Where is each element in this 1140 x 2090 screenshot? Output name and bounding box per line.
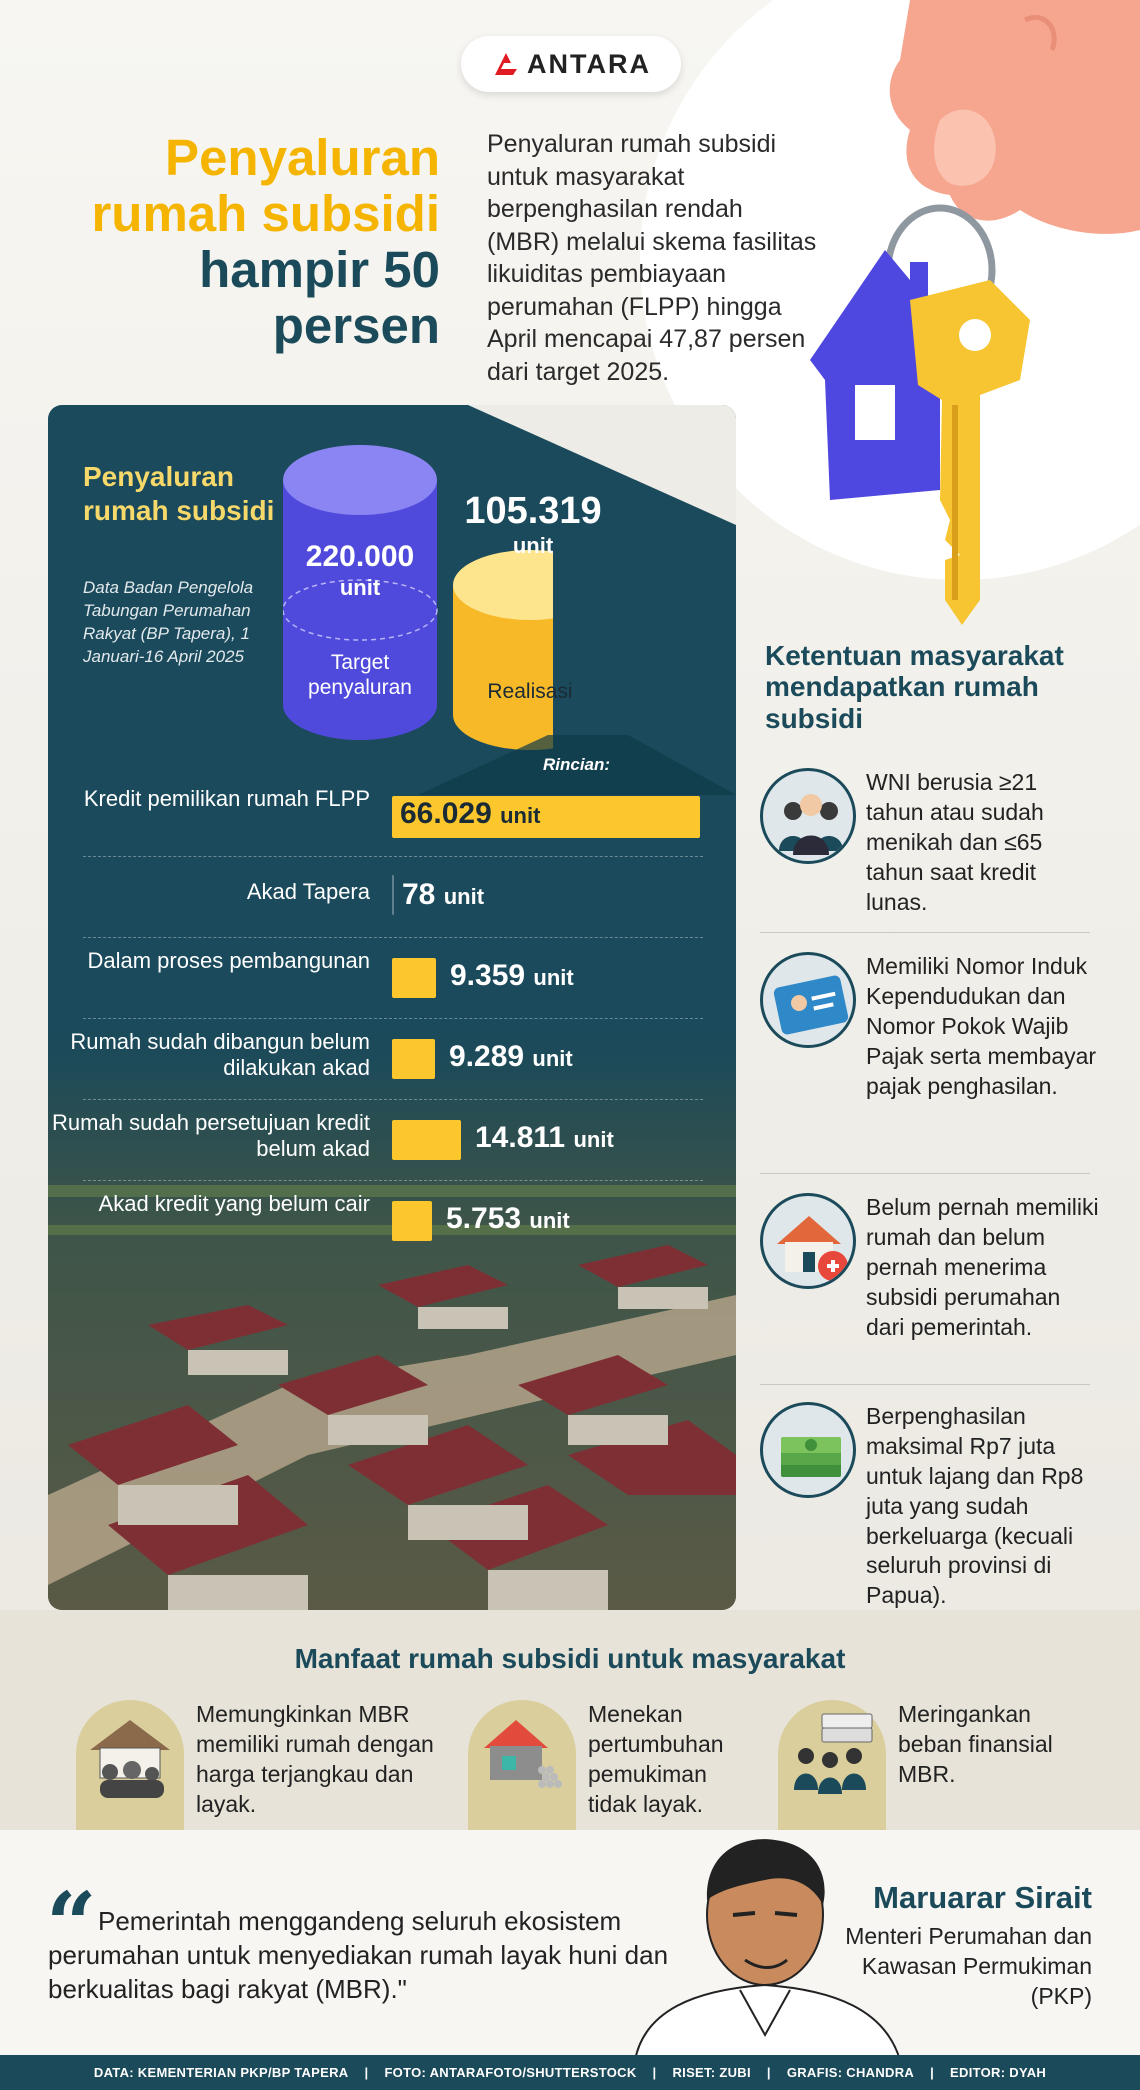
breakdown-number: 9.289 [449,1040,525,1073]
panel-title: Penyaluran rumah subsidi [83,461,275,526]
target-value: 220.000 [305,540,415,573]
breakdown-divider [83,1099,703,1100]
people-money-icon [782,1710,882,1800]
brand-name: ANTARA [527,48,651,79]
breakdown-bar [392,1201,432,1241]
speaker-role: Menteri Perumahan dan Kawasan Permukiman (PKP) [845,1923,1092,2009]
breakdown-bar [392,1120,461,1160]
antara-logo [461,36,681,92]
title-line-1: Penyaluran [165,129,440,186]
breakdown-number: 9.359 [450,959,526,992]
benefit-text: Menekan pertumbuhan pemukiman tidak layak. [588,1701,724,1817]
hand-key-illustration [790,0,1140,630]
requirement-text: Belum pernah memiliki rumah dan belum pernah menerima subsidi perumahan dari pemerintah. [866,1194,1099,1340]
benefit-text: Meringankan beban finansial MBR. [898,1701,1053,1787]
divider [760,932,1090,933]
breakdown-value [402,878,484,912]
money-stack-icon [760,1402,856,1498]
requirement-text: Memiliki Nomor Induk Kependudukan dan Nomor Pokok Wajib Pajak serta membayar pajak penghasilan. [866,953,1097,1099]
credit-graphics: GRAFIS: CHANDRA [786,2065,915,2080]
realization-value: 105.319 [464,490,602,532]
breakdown-divider [83,856,703,857]
credit-photo: FOTO: ANTARAFOTO/SHUTTERSTOCK [384,2065,637,2080]
breakdown-value [400,797,540,831]
realization-label: Realisasi [487,680,573,703]
benefit-text: Memungkinkan MBR memiliki rumah dengan harga terjangkau dan layak. [196,1701,434,1817]
credit-separator: | [930,2065,935,2080]
breakdown-bar [392,1039,435,1079]
house-cross-icon [760,1193,856,1289]
house-bricks-icon [472,1710,572,1800]
breakdown-divider [83,937,703,938]
breakdown-unit: unit [532,1046,573,1071]
breakdown-label: Akad Tapera [246,879,370,904]
breakdown-row [48,786,736,870]
benefits-title: Manfaat rumah subsidi untuk masyarakat [294,1643,846,1674]
quote-mark-icon: “ [46,1872,97,1976]
distribution-panel [48,405,736,1610]
breakdown-value [446,1202,570,1236]
title-line-4: persen [272,297,440,355]
breakdown-unit: unit [533,965,574,990]
divider [760,1384,1090,1385]
breakdown-divider [83,1180,703,1181]
target-unit: unit [339,575,381,600]
hand-icon [890,0,1140,234]
house-door [855,385,895,440]
breakdown-label: Kredit pemilikan rumah FLPP [83,786,370,811]
requirements-title: Ketentuan masyarakat mendapatkan rumah subsidi [765,640,1064,734]
title-line-3: hampir 50 [199,241,440,299]
breakdown-row [48,1029,736,1113]
realization-unit: unit [512,533,554,558]
breakdown-unit: unit [443,884,485,909]
credits-footer [0,2055,1140,2090]
people-icon [760,768,856,864]
realization-cylinder [453,550,553,750]
breakdown-unit: unit [573,1127,614,1152]
antara-mark-icon [491,49,521,79]
breakdown-divider [83,1018,703,1019]
speaker-name: Maruarar Sirait [873,1880,1092,1915]
rincian-label: Rincian: [543,755,611,774]
page-title [30,130,440,354]
breakdown-value [475,1121,614,1155]
credit-separator: | [766,2065,771,2080]
breakdown-label: Dalam proses pembangunan [87,948,370,973]
breakdown-number: 14.811 [475,1121,566,1154]
breakdown-unit: unit [500,803,541,828]
divider [760,1173,1090,1174]
breakdown-label: Akad kredit yang belum cair [98,1191,370,1216]
breakdown-bar [392,875,394,915]
breakdown-row [48,948,736,1032]
breakdown-number: 5.753 [446,1202,522,1235]
breakdown-row [48,1191,736,1275]
credit-research: RISET: ZUBI [672,2065,751,2080]
breakdown-number: 66.029 [400,797,492,830]
panel-source: Data Badan Pengelola Tabungan Perumahan Rakyat (BP Tapera), 1 Januari-16 April 2025 [83,578,254,666]
breakdown-row [48,871,736,951]
breakdown-row [48,1110,736,1194]
title-line-2: rumah subsidi [91,185,440,243]
credit-separator: | [652,2065,657,2080]
credit-separator: | [364,2065,369,2080]
breakdown-label: Rumah sudah dibangun belum dilakukan akad [70,1029,370,1081]
house-family-icon [80,1710,180,1800]
target-label: Target penyaluran [308,651,412,700]
breakdown-unit: unit [529,1208,570,1233]
breakdown-number: 78 [402,878,436,911]
requirement-text: WNI berusia ≥21 tahun atau sudah menikah dan ≤65 tahun saat kredit lunas. [866,769,1044,915]
requirement-text: Berpenghasilan maksimal Rp7 juta untuk lajang dan Rp8 juta yang sudah berkeluarga (kecuali seluruh provinsi di Papua). [866,1403,1084,1609]
breakdown-value [449,1040,573,1074]
credit-editor: EDITOR: DYAH [950,2065,1047,2080]
credit-data: DATA: KEMENTERIAN PKP/BP TAPERA [93,2065,349,2080]
id-card-icon [760,952,856,1048]
quote-text: Pemerintah menggandeng seluruh ekosistem perumahan untuk menyediakan rumah layak huni dan berkualitas bagi rakyat (MBR)." [48,1906,669,2004]
lead-paragraph: Penyaluran rumah subsidi untuk masyarakat berpenghasilan rendah (MBR) melalui skema fasilitas likuiditas pembiayaan perumahan (FLPP) hingga April mencapai 47,87 persen dari target 2025. [487,130,817,386]
breakdown-label: Rumah sudah persetujuan kredit belum akad [52,1110,370,1162]
breakdown-bar [392,958,436,998]
breakdown-value [450,959,574,993]
